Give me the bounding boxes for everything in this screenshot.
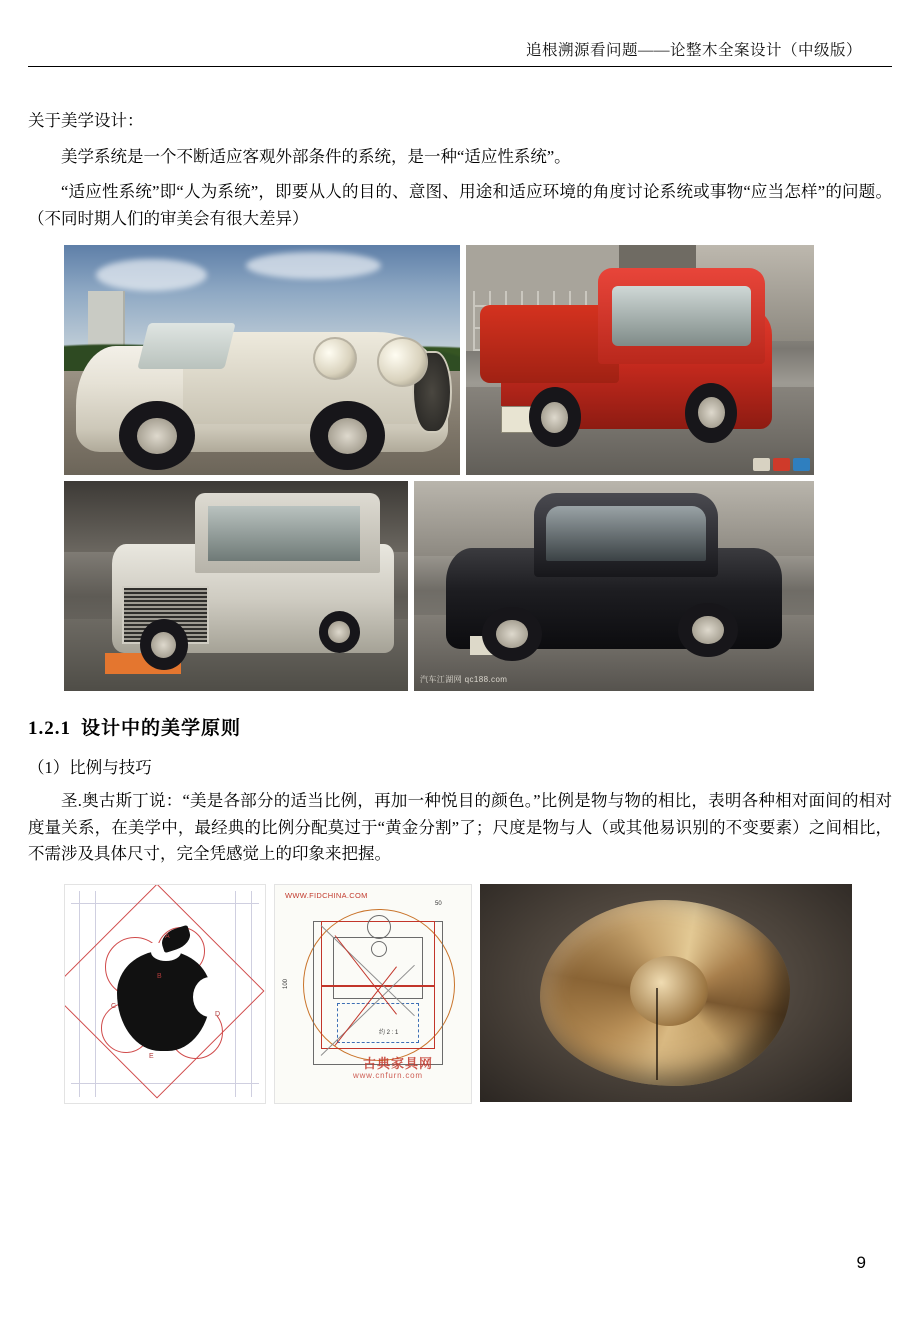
figure-apple-logo-golden-ratio	[64, 884, 266, 1104]
page-number: 9	[856, 1253, 866, 1272]
car-photo-row-top	[64, 245, 814, 475]
section-title: 设计中的美学原则	[81, 717, 242, 739]
car-photo-grid	[64, 245, 814, 691]
section-heading	[28, 713, 892, 740]
figure-mercedes-roadster-silver	[64, 245, 460, 475]
figure-nautilus-shell-spiral	[480, 884, 852, 1102]
header-divider	[28, 66, 892, 67]
paragraph-1: 美学系统是一个不断适应客观外部条件的系统，是一种“适应性系统”。	[61, 146, 571, 166]
label-c: C	[111, 1003, 117, 1011]
car-photo-row-bottom	[64, 481, 814, 691]
watermark-badges	[753, 458, 810, 471]
scale-top-label: 50	[435, 901, 442, 908]
figure-architectural-golden-section-plan	[274, 884, 472, 1104]
label-b: B	[157, 973, 162, 981]
figure-mercedes-s-class-black	[414, 481, 814, 691]
label-a: A	[165, 933, 170, 941]
scale-left-label: 100	[283, 979, 290, 990]
figure-watermark-cn: 古典家具网	[363, 1056, 434, 1072]
section-number: 1.2.1	[28, 717, 71, 739]
golden-ratio-figure-row	[64, 884, 892, 1104]
figure-mercedes-sedan-silver	[64, 481, 408, 691]
figure-source-url: WWW.FIDCHINA.COM	[285, 891, 368, 901]
figure-watermark-url: www.cnfurn.com	[353, 1071, 423, 1081]
dimension-label: 约 2 : 1	[379, 1030, 399, 1037]
page-content	[28, 108, 892, 1104]
lead-paragraph: 关于美学设计：	[28, 111, 144, 130]
paragraph-3: 圣.奥古斯丁说：“美是各部分的适当比例，再加一种悦目的颜色。”比例是物与物的相比，表明各种相对面间的相对度量关系，在美学中，最经典的比例分配莫过于“黄金分割”了；尺度是物与人（或其他易识别的不变要素）之间相比，不需涉及具体尺寸，完全凭感觉上的印象来把握。	[28, 790, 892, 864]
figure-mercedes-coupe-red	[466, 245, 814, 475]
paragraph-2: “适应性系统”即“人为系统”，即要从人的目的、意图、用途和适应环境的角度讨论系统或事物“应当怎样”的问题。（不同时期人们的审美会有很大差异）	[28, 182, 892, 229]
subsection-item: （1）比例与技巧	[28, 757, 152, 777]
label-d: D	[215, 1011, 221, 1019]
photo-watermark: 汽车江湖网 qc188.com	[420, 674, 508, 684]
label-e: E	[149, 1053, 154, 1061]
running-header: 追根溯源看问题——论整木全案设计（中级版）	[525, 42, 862, 59]
